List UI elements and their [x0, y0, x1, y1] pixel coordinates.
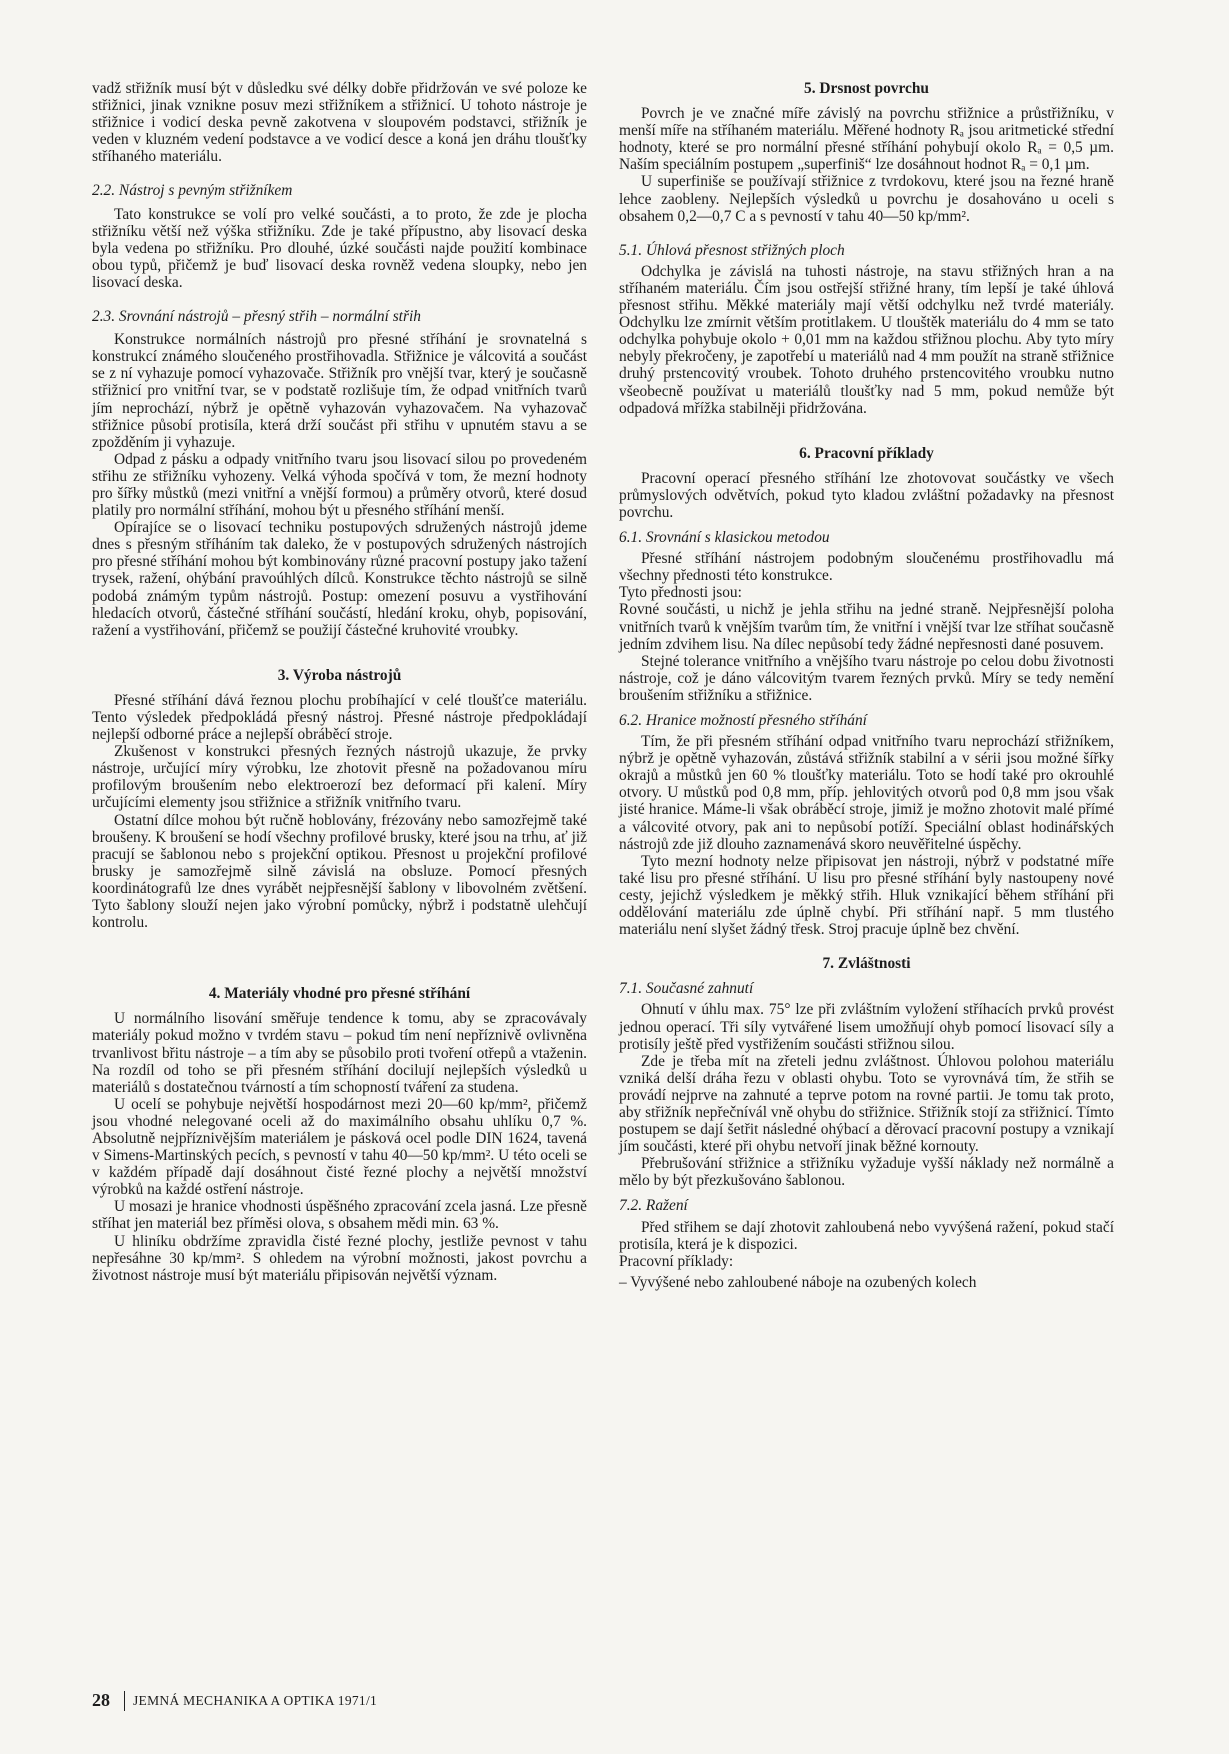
section-heading-2-3: 2.3. Srovnání nástrojů – přesný střih – normální střih: [92, 308, 421, 326]
section-heading-5: 5. Drsnost povrchu: [804, 80, 929, 97]
paragraph: U mosazi je hranice vhodnosti úspěšného zpracování zcela jasná. Lze přesně stříhat jen materiál bez příměsi olova, s obsahem mědi min. 63 %.: [92, 1198, 587, 1233]
section-heading-2-2: 2.2. Nástroj s pevným střižníkem: [92, 182, 293, 200]
paragraph: Přebrušování střižnice a střižníku vyžaduje vyšší náklady než normálně a mělo by být přezkušováno šablonou.: [619, 1155, 1114, 1190]
paragraph: Povrch je ve značné míře závislý na povrchu střižnice a průstřižníku, v menší míře na stříhaném materiálu. Měřené hodnoty Rₐ jsou aritmetické střední hodnoty, které se pro normální přesné stříhání pohybují okolo Rₐ = 0,5 µm. Naším speciálním postupem „superfiniš“ lze dosáhnout hodnot Rₐ = 0,1 µm.: [619, 105, 1114, 174]
paragraph: vadž střižník musí být v důsledku své délky dobře přidržován ve své poloze ke střižnici, jinak vznikne posuv mezi střižníkem a střižnicí. U tohoto nástroje je střižnice i vodicí deska pevně zakotvena v sloupovém podstavci, střižník je veden v kluzném vedení podstavce a ve vodicí desce a koná jen dráhu tloušťky stříhaného materiálu.: [92, 80, 587, 166]
section-heading-5-1: 5.1. Úhlová přesnost střižných ploch: [619, 241, 845, 259]
paragraph: U hliníku obdržíme zpravidla čisté řezné plochy, jestliže pevnost v tahu nepřesáhne 30 kp/mm². S ohledem na výrobní možnosti, jakost povrchu a životnost nástroje musí být materiálu připisován největší význam.: [92, 1232, 587, 1284]
section-heading-4: 4. Materiály vhodné pro přesné stříhání: [208, 985, 471, 1003]
paragraph: Přesné stříhání dává řeznou plochu probíhající v celé tloušťce materiálu. Tento výsledek předpokládá přesný nástroj. Přesné nástroje předpokládají nejlepší odborné práce a nejlepší obráběcí stroje.: [92, 691, 587, 744]
paragraph: Ostatní dílce mohou být ručně hoblovány, frézovány nebo samozřejmě také broušeny. K broušení se hodí všechny profilové brusky, které jsou na trhu, ať již pracují se šablonou nebo s projekční optikou. Přesnost u projekční profilové brusky je samozřejmě silně závislá na obsluze. Pomocí přesných koordinátografů lze dnes vyrábět nejpřesnější šablony v libovolném zvětšení. Tyto šablony slouží nejen jako výrobní pomůcky, nýbrž i podstatně ulehčují kontrolu.: [92, 811, 587, 932]
left-column: [92, 80, 587, 1284]
paragraph: Stejné tolerance vnitřního a vnějšího tvaru nástroje po celou dobu životnosti nástroje, což je dáno válcovitým tvarem řezných prvků. Míry se tedy nemění broušením střižníku a střižnice.: [619, 652, 1114, 704]
journal-title: JEMNÁ MECHANIKA A OPTIKA 1971/1: [133, 1692, 378, 1708]
paragraph: U ocelí se pohybuje největší hospodárnost mezi 20—60 kp/mm², přičemž jsou vhodné nelegované oceli až do maximálního obsahu uhlíku 0,7 %. Absolutně nejpříznivějším materiálem je pásková ocel podle DIN 1624, tavená v Simens-Martinských pecích, s pevností v tahu 40—50 kp/mm². U této oceli se v každém případě dají dosáhnout čisté řezné plochy a největší množství výrobků na každé ostření nástroje.: [92, 1095, 587, 1199]
paragraph: Konstrukce normálních nástrojů pro přesné stříhání je srovnatelná s konstrukcí známého sloučeného prostřihovadla. Střižnice je válcovitá a součást se z ní vyhazuje pomocí vyhazovače. Střižník pro vnější tvar, který je současně střižnicí pro vnitřní tvar, se v podstatě rozlišuje tím, že odpad vnitřních tvarů jím neprochází, nýbrž je opětně vyhazován vyhazovačem. Na vyhazovač střižnice působí protisíla, která drží součást při střihu v upnutém stavu a se zpožděním ji vyhazuje.: [92, 331, 587, 451]
section-heading-6: 6. Pracovní příklady: [799, 444, 934, 462]
paragraph: Ohnutí v úhlu max. 75° lze při zvláštním vyložení stříhacích prvků provést jednou operací. Tři síly vytvářené lisem umožňují ohyb pomocí lisovací síly a protisíly ještě před vystřižením součásti střižnou silou.: [619, 1001, 1114, 1053]
paragraph: U superfiniše se používají střižnice z tvrdokovu, které jsou na řezné hraně lehce zaobleny. Nejlepších výsledků u povrchu je dosahováno u oceli s obsahem 0,2—0,7 C a s pevností v tahu 40—50 kp/mm².: [619, 173, 1114, 225]
paragraph: Přesné stříhání nástrojem podobným sloučenému prostřihovadlu má všechny přednosti této konstrukce.: [619, 550, 1114, 585]
paragraph: Zde je třeba mít na zřeteli jednu zvláštnost. Úhlovou polohou materiálu vzniká delší dráha řezu v oblasti ohybu. Toto se vyrovnává tím, že střih se provádí nejprve na zahnuté a teprve potom na rovné partii. Je tomu tak proto, aby střižník nepřečnívál vně ohybu do střižnice. Střižník stojí za střižnicí. Tímto postupem se dají šetřit následné ohýbací a děrovací pracovní postupy a vznikají jím součásti, které při ohybu netvoří jinak běžné kornouty.: [619, 1052, 1114, 1156]
paragraph: Odpad z pásku a odpady vnitřního tvaru jsou lisovací silou po provedeném střihu ze střižníku vyhozeny. Velká výhoda spočívá v tom, že mezní hodnoty pro šířky můstků (mezi vnitřní a vnější formou) a průměry otvorů, které dosud platily pro normální stříhání, mohou být u přesného stříhání menší.: [92, 450, 587, 520]
paragraph: Tím, že při přesném stříhání odpad vnitřního tvaru neprochází střižníkem, nýbrž je opětně vyhazován, zůstává střižník stabilní a v sérii jsou možné šířky okrajů a můstků jen 60 % tloušťky materiálu. Toto se hodí také pro okrouhlé otvory. U můstků pod 0,8 mm, příp. jehlovitých otvorů pod 0,8 mm jsou však jisté hranice. Máme-li však obráběcí stroje, jimiž je možno zhotovit malé přímé a válcovité otvory, pak ani to nepůsobí potíží. Speciální oblast hodinářských nástrojů zde již dlouho zaznamenává skoro neuvěřitelné úspěchy.: [619, 733, 1114, 853]
paragraph: Tyto přednosti jsou:: [619, 584, 742, 602]
right-column: [619, 80, 1114, 1291]
paragraph: Před střihem se dají zhotovit zahloubená nebo vyvýšená ražení, pokud stačí protisíla, která je k dispozici.: [619, 1218, 1114, 1253]
section-heading-7-1: 7.1. Současné zahnutí: [619, 980, 754, 998]
paragraph: Rovné součásti, u nichž je jehla střihu na jedné straně. Nejpřesnější poloha vnitřních tvarů k vnějším tvarům tím, že vnitřní i vnější tvar lze stříhat současně jedním zdvihem lisu. Na dílec nepůsobí tedy žádné nepřesnosti dané posuvem.: [619, 601, 1114, 653]
footer-divider: [124, 1691, 125, 1711]
paragraph: Tyto mezní hodnoty nelze připisovat jen nástroji, nýbrž v podstatné míře také lisu pro přesné stříhání. U lisu pro přesné stříhání byly nastoupeny nové cesty, jejichž výsledkem je měkký střih. Hluk vznikající během stříhání při oddělování materiálu zde úplně chybí. Při stříhání např. 5 mm tlustého materiálu není slyšet žádný třesk. Stroj pracuje úplně bez chvění.: [619, 852, 1114, 939]
page-number: 28: [92, 1690, 110, 1710]
section-heading-7-2: 7.2. Ražení: [619, 1197, 688, 1215]
paragraph: Opírajíce se o lisovací techniku postupových sdružených nástrojů jdeme dnes s přesným stříháním tak daleko, že v postupových sdružených nástrojích pro přesné stříhání mohou být kombinovány různé pracovní postupy jako tažení trysek, ražení, ohýbání pravoúhlých dílců. Konstrukce těchto nástrojů se silně podobá známým typům nástrojů. Postup: omezení posuvu a vystřihování hledacích otvorů, částečné stříhání součástí, hledání kroku, ohyb, popisování, ražení a vystřihování, přičemž se použijí částečné kruhovité vroubky.: [92, 519, 587, 639]
paragraph: Tato konstrukce se volí pro velké součásti, a to proto, že zde je plocha střižníku větší než výška střižníku. Zde je také přípustno, aby lisovací deska byla vedena po střižníku. Pro dlouhé, úzké součásti najde použití kombinace obou typů, přičemž je buď lisovací deska rovněž vedena sloupky, nebo jen lisovací deska.: [92, 205, 587, 291]
paragraph: Zkušenost v konstrukci přesných řezných nástrojů ukazuje, že prvky nástroje, určující míry výrobku, lze zhotovit přesně na požadovanou míru profilovým broušením nebo elektroerozí bez deformací při kalení. Míry určujícími elementy jsou střižnice a střižník vnitřního tvaru.: [92, 743, 587, 812]
section-heading-6-2: 6.2. Hranice možností přesného stříhání: [619, 712, 867, 729]
paragraph: U normálního lisování směřuje tendence k tomu, aby se zpracovávaly materiály pokud možno v tvrdém stavu – pokud tím není nepříznivě ovlivněna trvanlivost břitu nástroje – a tím aby se působilo proti tvoření otřepů a vtaženin. Na rozdíl od toho se při přesném stříhání docilují nejlepších výsledků u materiálů s dostatečnou tvárností a tím schopností tváření za studena.: [92, 1010, 587, 1096]
page-footer: [92, 1690, 377, 1711]
section-heading-6-1: 6.1. Srovnání s klasickou metodou: [619, 529, 830, 547]
paragraph: Odchylka je závislá na tuhosti nástroje, na stavu střižných hran a na stříhaném materiálu. Čím jsou ostřejší střižné hrany, tím lepší je také úhlová přesnost střihu. Měkké materiály mají větší odchylku než tvrdé materiály. Odchylku lze zmírnit větším protitlakem. U tlouštěk materiálu do 4 mm se tato odchylka pohybuje okolo + 0,01 mm na každou střižnou plochu. Aby tyto míry nebyly překročeny, je zapotřebí u materiálů nad 4 mm použít na straně střižnice druhý prstencovitý vroubek. Tohoto druhého prstencovitého vroubku nutno všeobecně používat u materiálů tloušťky nad 5 mm, pokud nemůže být odpadová mřížka stabilněji přidržována.: [619, 262, 1114, 417]
section-heading-3: 3. Výroba nástrojů: [277, 666, 402, 684]
paragraph: Pracovní operací přesného stříhání lze zhotovovat součástky ve všech průmyslových odvětvích, pokud tyto kladou zvláštní požadavky na přesnost povrchu.: [619, 469, 1114, 521]
paragraph: Pracovní příklady:: [619, 1252, 734, 1270]
list-item: – Vyvýšené nebo zahloubené náboje na ozubených kolech: [619, 1273, 977, 1291]
section-heading-7: 7. Zvláštnosti: [822, 955, 911, 973]
